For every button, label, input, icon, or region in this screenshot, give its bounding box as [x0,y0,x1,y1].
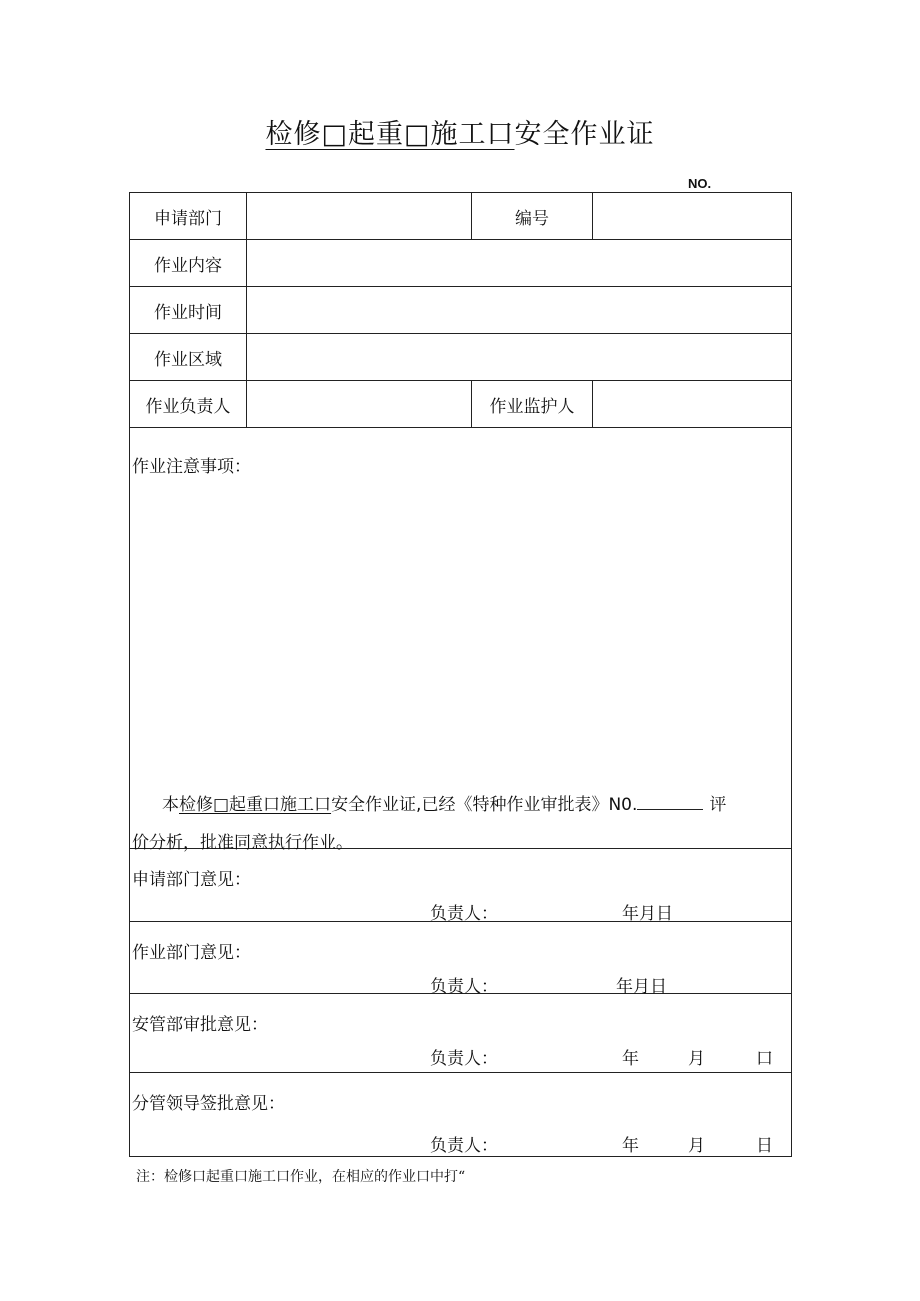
work-opinion-sign: 负责人： [430,977,498,997]
safety-opinion-heading: 安管部审批意见： [132,1015,268,1035]
leader-opinion-heading: 分管领导签批意见： [132,1094,285,1114]
para-mid: 安全作业证,已经《特种作业审批表》N0. [331,795,638,815]
row-leader-guardian [130,381,792,428]
serial-no-field[interactable] [593,193,792,240]
no-label: NO. [688,176,712,191]
guardian-label: 作业监护人 [472,381,593,428]
time-label: 作业时间 [130,287,247,334]
row-apply-opinion [130,849,792,922]
leader-opinion-day: 日 [756,1136,773,1156]
title-underlined: 检修□起重□施工口 [265,119,515,150]
apply-dept-field[interactable] [247,193,472,240]
content-label: 作业内容 [130,240,247,287]
row-work-opinion [130,922,792,994]
notes-heading: 作业注意事项： [132,457,251,477]
apply-dept-label: 申请部门 [130,193,247,240]
approval-no-blank[interactable] [637,795,703,810]
content-field[interactable] [247,240,792,287]
leader-opinion-month: 月 [688,1136,705,1156]
para-end: 评 [709,795,727,815]
area-field[interactable] [247,334,792,381]
leader-label: 作业负责人 [130,381,247,428]
row-time [130,287,792,334]
apply-opinion-date: 年月日 [622,904,673,924]
para-line2: 价分析，批准同意执行作业。 [132,833,353,853]
apply-opinion-heading: 申请部门意见： [132,870,251,890]
row-apply-dept [130,193,792,240]
safety-opinion-day: 口 [756,1049,773,1069]
safety-opinion-year: 年 [622,1049,639,1069]
title-rest: 安全作业证 [514,119,655,150]
leader-opinion-sign: 负责人： [430,1136,498,1156]
row-notes [130,428,792,849]
para-underlined: 检修□起重口施工口 [179,795,332,815]
row-safety-opinion [130,994,792,1073]
work-opinion-date: 年月日 [616,977,667,997]
row-content [130,240,792,287]
work-opinion-field[interactable] [130,922,792,997]
permit-form-table [129,192,792,1157]
leader-opinion-year: 年 [622,1136,639,1156]
notes-field[interactable] [130,428,792,853]
safety-opinion-field[interactable] [130,994,792,1073]
work-opinion-heading: 作业部门意见： [132,943,251,963]
safety-opinion-sign: 负责人： [430,1049,498,1069]
leader-field[interactable] [247,381,472,428]
serial-no-label: 编号 [472,193,593,240]
row-leader-opinion [130,1073,792,1157]
apply-opinion-field[interactable] [130,849,792,922]
para-prefix: 本 [162,795,179,815]
document-title [0,112,920,151]
guardian-field[interactable] [593,381,792,428]
leader-opinion-field[interactable] [130,1073,792,1157]
apply-opinion-sign: 负责人： [430,904,498,924]
time-field[interactable] [247,287,792,334]
row-area [130,334,792,381]
safety-opinion-month: 月 [688,1049,705,1069]
area-label: 作业区域 [130,334,247,381]
footnote: 注：检修口起重口施工口作业，在相应的作业口中打“ [136,1169,466,1185]
